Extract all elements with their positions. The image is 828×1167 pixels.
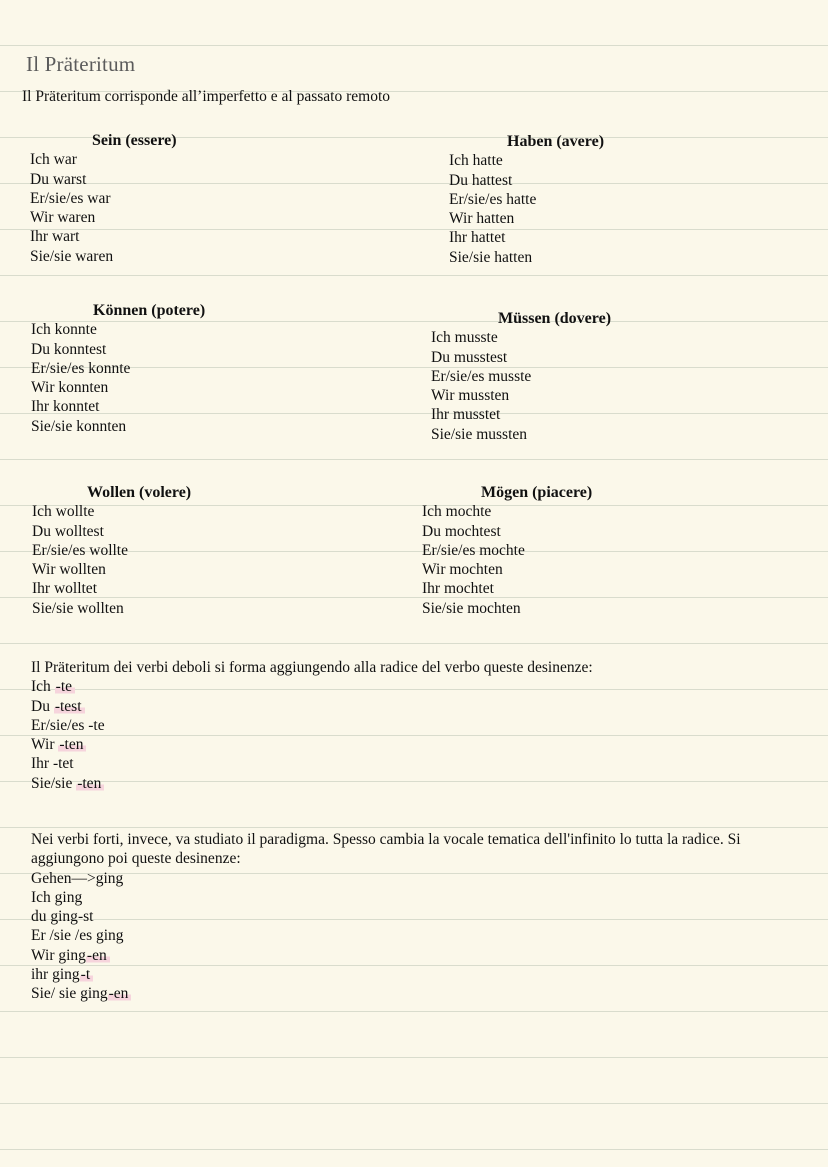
weak-ending-row <box>31 754 811 773</box>
pronoun: Ihr <box>31 755 50 773</box>
strong-verbs-text-line: aggiungono poi queste desinenze: <box>31 850 241 868</box>
intro-text: Il Präteritum corrisponde all’imperfetto e al passato remoto <box>22 88 391 105</box>
pronoun: Er/sie/es <box>31 716 85 734</box>
ending-highlight: -t <box>80 966 93 983</box>
verb-form: Wir hatten <box>449 210 515 228</box>
strong-ending-row <box>31 946 811 965</box>
verb-form: Er/sie/es hatte <box>449 190 537 208</box>
strong-ending-row <box>31 965 811 984</box>
verb-form: Ihr wart <box>30 228 80 246</box>
ending: -te <box>88 716 105 734</box>
verb-block-haben <box>449 132 605 267</box>
verb-form: Ich war <box>30 151 77 169</box>
verb-form: Wir konnten <box>31 379 109 397</box>
verb-form: Er/sie/es wollte <box>32 541 128 559</box>
verb-form: Ich hatte <box>449 152 503 170</box>
strong-verbs-section <box>31 830 811 1004</box>
verb-form: Wir waren <box>30 209 96 227</box>
verb-heading: Müssen (dovere) <box>498 310 612 327</box>
ending-highlight: -en <box>86 947 110 964</box>
strong-example: Gehen—>ging <box>31 869 124 887</box>
ending-highlight: -ten <box>58 736 86 753</box>
verb-form: Ich mochte <box>422 503 492 521</box>
verb-form: Sie/sie waren <box>30 247 114 265</box>
verb-form: Du mochtest <box>422 522 501 540</box>
verb-form: Sie/sie mochten <box>422 599 521 617</box>
strong-ending-row <box>31 888 811 907</box>
verb-form: Er/sie/es konnte <box>31 359 131 377</box>
ending-highlight: -ten <box>76 775 104 792</box>
stem: Sie/ sie ging <box>31 985 108 1003</box>
verb-form: Wir wollten <box>32 561 106 579</box>
strong-verbs-text-line: Nei verbi forti, invece, va studiato il paradigma. Spesso cambia la vocale tematica dell'infinito lo tutta la radice. Si <box>31 831 741 848</box>
verb-form: Er/sie/es war <box>30 189 111 207</box>
ending-highlight: -en <box>108 985 132 1002</box>
verb-form: Du hattest <box>449 171 513 189</box>
page-title: Il Präteritum <box>26 52 136 76</box>
weak-ending-row <box>31 774 811 793</box>
weak-verbs-text: Il Präteritum dei verbi deboli si forma aggiungendo alla radice del verbo queste desinenze: <box>31 659 593 676</box>
pronoun: Sie/sie <box>31 774 73 792</box>
pronoun: Ich <box>31 678 51 696</box>
verb-form: Ihr musstet <box>431 406 501 424</box>
verb-form: Du konntest <box>31 340 107 358</box>
strong-ending-row <box>31 984 811 1003</box>
ending-highlight: -te <box>55 678 75 695</box>
ending: -tet <box>52 755 74 773</box>
verb-heading: Sein (essere) <box>92 132 177 149</box>
verb-heading: Können (potere) <box>93 302 206 319</box>
verb-block-muessen <box>431 309 612 444</box>
verb-form: Du wolltest <box>32 522 104 540</box>
verb-form: Ich wollte <box>32 503 95 521</box>
verb-form: Er/sie/es musste <box>431 367 532 385</box>
verb-block-sein <box>30 131 177 266</box>
verb-form: Ihr mochtet <box>422 580 494 598</box>
verb-form: Sie/sie hatten <box>449 248 533 266</box>
weak-ending-row <box>31 677 811 696</box>
stem: Wir ging <box>31 946 86 964</box>
ending: -st <box>77 908 94 926</box>
verb-form: Sie/sie wollten <box>32 599 124 617</box>
weak-ending-row <box>31 716 811 735</box>
pronoun: Du <box>31 697 50 715</box>
weak-ending-row <box>31 735 811 754</box>
verb-form: Ihr konntet <box>31 398 100 416</box>
verb-form: Du musstest <box>431 348 508 366</box>
verb-heading: Wollen (volere) <box>87 484 192 501</box>
verb-form: Ich musste <box>431 329 498 347</box>
pronoun: Wir <box>31 736 55 754</box>
verb-form: Sie/sie mussten <box>431 425 528 443</box>
verb-form: Er/sie/es mochte <box>422 541 525 559</box>
strong-ending-row <box>31 926 811 945</box>
ending-highlight: -test <box>54 698 85 715</box>
stem: Er /sie /es ging <box>31 927 124 945</box>
verb-form: Du warst <box>30 170 87 188</box>
weak-verbs-section <box>31 658 811 793</box>
verb-form: Wir mussten <box>431 387 510 405</box>
stem: du ging <box>31 908 78 926</box>
verb-form: Sie/sie konnten <box>31 417 127 435</box>
verb-block-wollen <box>32 483 192 618</box>
weak-ending-row <box>31 697 811 716</box>
verb-form: Ihr wolltet <box>32 580 97 598</box>
stem: ihr ging <box>31 966 80 984</box>
strong-ending-row <box>31 907 811 926</box>
verb-heading: Mögen (piacere) <box>481 484 593 501</box>
verb-block-moegen <box>422 483 593 618</box>
verb-form: Wir mochten <box>422 561 503 579</box>
verb-heading: Haben (avere) <box>507 133 605 150</box>
verb-form: Ich konnte <box>31 321 97 339</box>
verb-form: Ihr hattet <box>449 229 506 247</box>
stem: Ich ging <box>31 888 83 906</box>
verb-block-koennen <box>31 301 206 436</box>
